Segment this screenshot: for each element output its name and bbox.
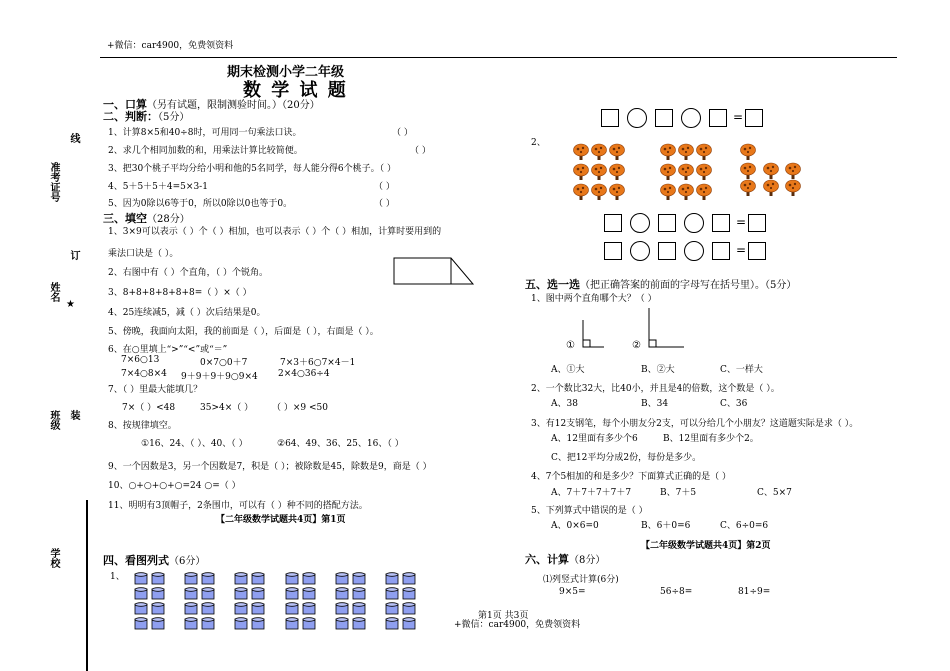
can-icon <box>201 585 215 598</box>
choose-q3-opt-b: B、12里面有多少个2。 <box>663 434 759 444</box>
equals-sign: = <box>736 215 747 229</box>
choose-q2: 2、一个数比32大，比40小，并且是4的倍数，这个数是（ ）。 <box>531 384 780 394</box>
choose-q1-opt-a: A、①大 <box>551 365 585 375</box>
right-angle-2-figure <box>646 306 686 350</box>
side-label-exam-number: 准考证号 <box>48 162 59 202</box>
judge-paren-4[interactable]: （ ） <box>374 182 395 192</box>
tree-icon <box>660 143 676 161</box>
fill-q7-b: 35>4×（ ） <box>200 403 254 413</box>
choose-q1-opt-c: C、一样大 <box>720 365 763 375</box>
fill-q7-a: 7×（ ）<48 <box>122 403 176 413</box>
operator-circle-1[interactable] <box>630 241 650 261</box>
star-icon: ★ <box>66 299 75 310</box>
can-icon <box>184 585 198 598</box>
answer-box-2[interactable] <box>655 109 673 127</box>
page1-footer: 【二年级数学试题共4页】第1页 <box>216 515 346 525</box>
side-label-order: 订 <box>68 250 79 260</box>
answer-box-2[interactable] <box>658 242 676 260</box>
can-icon <box>201 615 215 628</box>
judge-paren-2[interactable]: （ ） <box>410 146 431 156</box>
tree-icon <box>609 163 625 181</box>
tree-icon <box>591 163 607 181</box>
picture-q2-label: 2、 <box>531 138 546 148</box>
choose-q5-opt-a: A、0×6=0 <box>551 521 599 531</box>
fill-q3: 3、8+8+8+8+8+8=（ ）×（ ） <box>108 288 252 298</box>
calc-item-3: 81÷9= <box>738 587 771 597</box>
section-3-heading: 三、填空（28分） <box>103 212 190 225</box>
can-icon <box>352 615 366 628</box>
can-icon <box>251 600 265 613</box>
fill-q6-r1-b: 0×7○0＋7 <box>200 358 248 368</box>
choose-q2-opt-a: A、38 <box>551 399 578 409</box>
can-icon <box>234 585 248 598</box>
can-icon <box>134 585 148 598</box>
can-icon <box>151 585 165 598</box>
header-rule <box>100 57 897 58</box>
can-icon <box>352 585 366 598</box>
equals-sign: = <box>736 243 747 257</box>
can-icon <box>285 570 299 583</box>
tree-icon <box>740 179 756 197</box>
fill-q5: 5、傍晚，我面向太阳，我的前面是（ ），后面是（ ），右面是（ ）。 <box>108 327 379 337</box>
can-icon <box>201 570 215 583</box>
tree-icon <box>573 183 589 201</box>
can-icon <box>335 615 349 628</box>
can-icon <box>285 600 299 613</box>
fill-q1-line2: 乘法口诀是（ ）。 <box>108 249 179 259</box>
can-icon <box>285 615 299 628</box>
answer-box-0[interactable] <box>604 242 622 260</box>
can-icon <box>251 585 265 598</box>
tree-icon <box>763 179 779 197</box>
answer-box-4[interactable] <box>709 109 727 127</box>
calc-item-2: 56÷8= <box>660 587 693 597</box>
result-box[interactable] <box>748 242 766 260</box>
operator-circle-3[interactable] <box>684 241 704 261</box>
fill-q6-r1-a: 7×6○13 <box>121 355 160 365</box>
angle-mark-1: ① <box>566 340 575 351</box>
can-icon <box>151 615 165 628</box>
picture-q1-label: 1、 <box>110 572 125 582</box>
side-label-school: 学校 <box>48 548 59 568</box>
tree-icon <box>696 163 712 181</box>
section-5-heading: 五、选一选（把正确答案的前面的字母写在括号里）。（5分） <box>525 278 797 291</box>
tree-icon <box>696 143 712 161</box>
can-icon <box>385 585 399 598</box>
can-icon <box>302 570 316 583</box>
side-label-bind: 装 <box>68 410 79 420</box>
answer-box-2[interactable] <box>658 214 676 232</box>
answer-box-0[interactable] <box>601 109 619 127</box>
calc-sub-heading: ⑴列竖式计算(6分) <box>543 575 619 585</box>
can-icon <box>234 615 248 628</box>
fill-q7: 7、（ ）里最大能填几？ <box>108 385 203 395</box>
can-icon <box>335 585 349 598</box>
can-icon <box>402 570 416 583</box>
answer-box-0[interactable] <box>604 214 622 232</box>
tree-icon <box>785 162 801 180</box>
operator-circle-1[interactable] <box>627 108 647 128</box>
tree-icon <box>678 163 694 181</box>
side-label-class: 班级 <box>48 410 59 430</box>
can-icon <box>201 600 215 613</box>
section-2-heading: 二、判断：（5分） <box>103 110 190 123</box>
can-icon <box>402 600 416 613</box>
tree-icon <box>696 183 712 201</box>
fill-q11: 11、明明有3顶帽子，2条围巾，可以有（ ）种不同的搭配方法。 <box>108 501 368 511</box>
can-icon <box>352 600 366 613</box>
can-icon <box>184 570 198 583</box>
operator-circle-1[interactable] <box>630 213 650 233</box>
tree-icon <box>660 183 676 201</box>
choose-q1-opt-b: B、②大 <box>641 365 675 375</box>
choose-q2-opt-c: C、36 <box>720 399 748 409</box>
section-1-heading: 一、口算（另有试题，限制测验时间。）（20分） <box>103 98 320 111</box>
choose-q5-opt-c: C、6÷0=6 <box>720 521 769 531</box>
fill-q6: 6、在○里填上“>”“<”或“＝” <box>108 345 228 355</box>
right-angle-1-figure <box>580 318 606 350</box>
tree-icon <box>609 143 625 161</box>
judge-item-2: 2、求几个相同加数的和，用乘法计算比较简便。 <box>108 146 303 156</box>
choose-q4-opt-b: B、7＋5 <box>660 488 697 498</box>
page2-footer: 【二年级数学试题共4页】第2页 <box>641 541 771 551</box>
choose-q3: 3、有12支钢笔，每个小朋友分2支，可以分给几个小朋友？这道题实际是求（ ）。 <box>531 419 859 429</box>
judge-paren-5[interactable]: （ ） <box>374 199 395 209</box>
section-6-heading: 六、计算（8分） <box>525 553 606 566</box>
footer-watermark: +微信：car4900，免费领资料 <box>454 620 581 630</box>
result-box[interactable] <box>745 109 763 127</box>
judge-item-4: 4、5＋5＋5＋4=5×3-1 <box>108 182 208 192</box>
choose-q3-opt-c: C、把12平均分成2份，每份是多少。 <box>551 453 702 463</box>
fill-q6-r2-a: 7×4○8×4 <box>121 369 167 379</box>
judge-item-1: 1、计算8×5和40÷8时，可用同一句乘法口诀。 <box>108 128 302 138</box>
tree-icon <box>573 143 589 161</box>
can-icon <box>184 600 198 613</box>
binding-rule <box>86 500 88 671</box>
answer-box-4[interactable] <box>712 214 730 232</box>
choose-q4-opt-a: A、7＋7＋7＋7＋7 <box>551 488 632 498</box>
operator-circle-3[interactable] <box>684 213 704 233</box>
choose-q5-opt-b: B、6＋0=6 <box>641 521 691 531</box>
tree-icon <box>763 162 779 180</box>
can-icon <box>402 615 416 628</box>
can-icon <box>402 585 416 598</box>
can-icon <box>335 570 349 583</box>
choose-q5: 5、下列算式中错误的是（ ） <box>531 506 648 516</box>
calc-item-1: 9×5= <box>559 587 586 597</box>
angle-mark-2: ② <box>632 340 641 351</box>
fill-q4: 4、25连续减5，减（ ）次后结果是0。 <box>108 308 266 318</box>
can-icon <box>234 570 248 583</box>
can-icon <box>385 615 399 628</box>
can-icon <box>302 600 316 613</box>
page-title-line2: 数 学 试 题 <box>243 80 348 101</box>
can-icon <box>385 570 399 583</box>
side-label-line: 线 <box>68 133 79 143</box>
tree-icon <box>678 143 694 161</box>
page-number: 第1页 共3页 <box>478 611 529 621</box>
can-icon <box>285 585 299 598</box>
tree-icon <box>740 143 756 161</box>
can-icon <box>151 570 165 583</box>
can-icon <box>134 615 148 628</box>
answer-box-4[interactable] <box>712 242 730 260</box>
choose-q2-opt-b: B、34 <box>641 399 669 409</box>
fill-q9: 9、一个因数是3，另一个因数是7，积是（ ）；被除数是45，除数是9，商是（ ） <box>108 462 432 472</box>
fill-q10: 10、○+○+○+○=24 ○=（ ） <box>108 481 241 491</box>
page-title-line1: 期末检测小学二年级 <box>227 65 345 80</box>
tree-icon <box>609 183 625 201</box>
choose-q1: 1、图中两个直角哪个大？（ ） <box>531 294 657 304</box>
tree-icon <box>591 143 607 161</box>
tree-icon <box>785 179 801 197</box>
choose-q3-opt-a: A、12里面有多少个6 <box>551 434 638 444</box>
can-icon <box>134 600 148 613</box>
tree-icon <box>573 163 589 181</box>
can-icon <box>335 600 349 613</box>
judge-paren-1[interactable]: （ ） <box>392 128 413 138</box>
header-watermark: +微信：car4900，免费领资料 <box>107 41 234 51</box>
operator-circle-3[interactable] <box>681 108 701 128</box>
can-icon <box>134 570 148 583</box>
fill-q8: 8、按规律填空。 <box>108 421 177 431</box>
tree-icon <box>660 163 676 181</box>
fill-q6-r2-b: 9＋9＋9＋9○9×4 <box>181 372 258 382</box>
trapezoid-figure <box>393 257 475 285</box>
fill-q8-b: ②64、49、36、25、16、（ ） <box>277 439 404 449</box>
can-icon <box>302 615 316 628</box>
can-icon <box>251 570 265 583</box>
choose-q4: 4、7个5相加的和是多少？下面算式正确的是（ ） <box>531 472 732 482</box>
can-icon <box>385 600 399 613</box>
judge-item-3: 3、把30个桃子平均分给小明和他的5名同学，每人能分得6个桃子。（ ） <box>108 164 396 174</box>
can-icon <box>352 570 366 583</box>
can-icon <box>234 600 248 613</box>
can-icon <box>151 600 165 613</box>
fill-q6-r1-c: 7×3＋6○7×4－1 <box>280 358 356 368</box>
fill-q6-r2-c: 2×4○36÷4 <box>278 369 330 379</box>
choose-q4-opt-c: C、5×7 <box>757 488 792 498</box>
result-box[interactable] <box>748 214 766 232</box>
can-icon <box>251 615 265 628</box>
can-icon <box>302 585 316 598</box>
judge-item-5: 5、因为0除以6等于0，所以0除以0也等于0。 <box>108 199 293 209</box>
fill-q1-line1: 1、3×9可以表示（ ）个（ ）相加，也可以表示（ ）个（ ）相加，计算时要用到的 <box>108 227 442 237</box>
tree-icon <box>678 183 694 201</box>
can-icon <box>184 615 198 628</box>
tree-icon <box>740 162 756 180</box>
section-4-heading: 四、看图列式（6分） <box>103 554 206 567</box>
fill-q2: 2、右图中有（ ）个直角，（ ）个锐角。 <box>108 268 268 278</box>
tree-icon <box>591 183 607 201</box>
side-label-name: 姓名 <box>48 282 59 302</box>
fill-q7-c: （ ）×9 <50 <box>272 403 328 413</box>
fill-q8-a: ①16、24、（ ）、40、（ ） <box>141 439 248 449</box>
equals-sign: = <box>733 110 744 124</box>
